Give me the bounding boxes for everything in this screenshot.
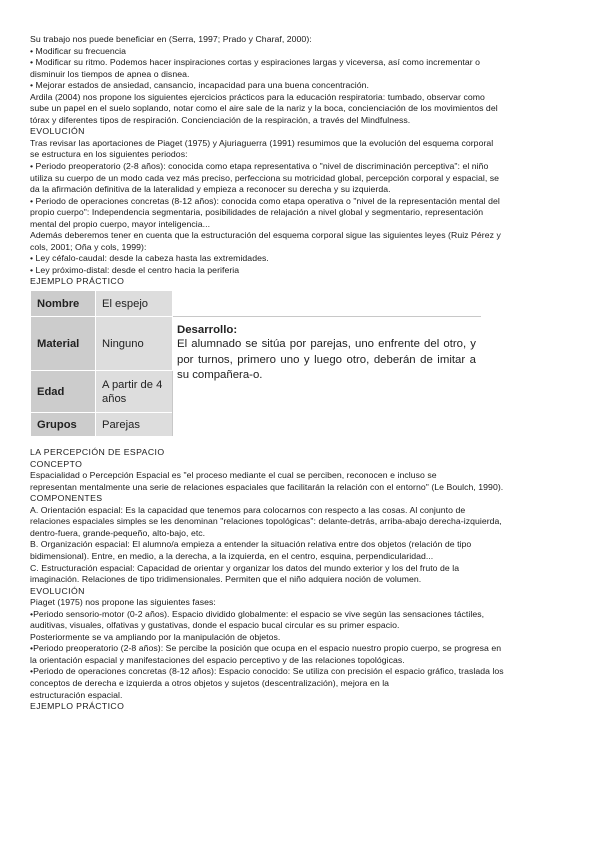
text-line: utiliza su cuerpo de un modo cada vez más preciso, perfecciona su motricidad global, percepción corporal y espacial, se [30, 172, 500, 183]
text-line: mental del propio cuerpo, mayor inteligencia... [30, 218, 211, 229]
section-heading: LA PERCEPCIÓN DE ESPACIO [30, 447, 165, 458]
bullet-line: •Periodo sensorio-motor (0-2 años). Espacio dividido globalmente: el espacio se vive según las sensaciones táctiles, [30, 608, 485, 619]
bullet-line: • Ley céfalo-caudal: desde la cabeza hasta las extremidades. [30, 253, 269, 264]
text-line: da la afirmación definitiva de la lateralidad y empieza a reconocer su derecha y su izquierda. [30, 184, 391, 195]
table-label-edad: Edad [31, 371, 96, 413]
table-label-material: Material [31, 317, 96, 371]
text-line: imaginación. Relaciones de tipo tridimensionales. Permiten que el niño adquiera noción de volumen. [30, 574, 422, 585]
bullet-line: • Periodo de operaciones concretas (8-12 años): conocida como etapa operativa o "nivel de la representación mental del [30, 195, 500, 206]
bullet-line: •Periodo de operaciones concretas (8-12 años): Espacio conocido: Se utiliza con precisión el espacio gráfico, traslada los [30, 666, 504, 677]
text-line: Posteriormente se va ampliando por la manipulación de objetos. [30, 631, 281, 642]
text-line: propio cuerpo": Independencia segmentaria, posibilidades de relajación a nivel global y segmentario, representación [30, 207, 484, 218]
text-line: Tras revisar las aportaciones de Piaget (1975) y Ajuriaguerra (1991) resumimos que la evolución del esquema corporal [30, 137, 494, 148]
table-label-nombre: Nombre [31, 291, 96, 317]
bullet-line: •Periodo preoperatorio (2-8 años): Se percibe la posición que ocupa en el espacio nuestro propio cuerpo, se progresa en [30, 643, 502, 654]
text-line: relaciones espaciales simples se les denominan "relaciones topológicas": delante-detrás, arriba-abajo derecha-izquierda, [30, 516, 502, 527]
text-line: disminuir los tiempos de apnea o disnea. [30, 68, 190, 79]
breathing-benefits-section [30, 34, 570, 126]
text-line: conceptos de derecha e izquierda a otros objetos y sujetos (descentralización), mejora en la [30, 677, 390, 688]
evolucion-heading: EVOLUCIÓN [30, 126, 85, 137]
evolucion-heading-2: EVOLUCIÓN [30, 585, 85, 596]
table-row [31, 317, 481, 371]
text-line: A. Orientación espacial: Es la capacidad que tenemos para colocarnos con respecto a las cosas. Al conjunto de [30, 504, 466, 515]
text-line: dentro-fuera, grande-pequeño, alto-bajo, etc. [30, 527, 206, 538]
table-value-grupos: Parejas [96, 413, 173, 437]
table-value-material: Ninguno [96, 317, 173, 371]
text-line: bidimensional). Entre, en medio, a la derecha, a la izquierda, en el centro, esquina, perpendicularidad... [30, 550, 434, 561]
text-line: cols, 2001; Oña y cols, 1999): [30, 241, 147, 252]
text-line: sube un papel en el suelo soplando, notar como el aire sale de la nariz y la boca, concienciación de los movimientos del [30, 103, 498, 114]
bullet-line: • Ley próximo-distal: desde el centro hacia la periferia [30, 264, 240, 275]
text-line: auditivas, visuales, olfativas y gustativas, donde el espacio bucal circular es su primer espacio. [30, 620, 400, 631]
componentes-heading: COMPONENTES [30, 493, 103, 504]
table-row [31, 291, 481, 317]
text-line: B. Organización espacial: El alumno/a empieza a entender la situación relativa entre dos objetos (relación de tipo [30, 539, 472, 550]
table-development-cell [173, 317, 481, 437]
example-table [30, 290, 481, 437]
ejemplo-heading: EJEMPLO PRÁCTICO [30, 276, 125, 287]
text-line: Además deberemos tener en cuenta que la estructuración del esquema corporal sigue las siguientes leyes (Ruiz Pérez y [30, 230, 501, 241]
development-title: Desarrollo: [177, 324, 238, 337]
bullet-line: • Modificar su ritmo. Podemos hacer inspiraciones cortas y espiraciones largas y viceversa, así como incrementar o [30, 57, 481, 68]
ejemplo-heading-2: EJEMPLO PRÁCTICO [30, 701, 125, 712]
bullet-line: • Modificar su frecuencia [30, 45, 127, 56]
text-line: se estructura en los siguientes periodos: [30, 149, 188, 160]
text-line: la orientación espacial y manifestaciones del espacio perceptivo y de las relaciones topológicas. [30, 654, 405, 665]
text-line: Su trabajo nos puede beneficiar en (Serra, 1997; Prado y Charaf, 2000): [30, 34, 312, 44]
development-text: El alumnado se sitúa por parejas, uno enfrente del otro, y por turnos, primero uno y luego otro, deberán de imitar a su compañera-o. [177, 338, 476, 382]
table-dev-empty [173, 291, 481, 317]
bullet-line: • Periodo preoperatorio (2-8 años): conocida como etapa representativa o "nivel de discriminación perceptiva": el niño [30, 161, 489, 172]
table-value-edad: A partir de 4 años [96, 371, 173, 413]
table-value-nombre: El espejo [96, 291, 173, 317]
text-line: Piaget (1975) nos propone las siguientes fases: [30, 597, 216, 608]
text-line: C. Estructuración espacial: Capacidad de orientar y organizar los datos del mundo exterior y los del fruto de la [30, 562, 460, 573]
text-line: representan mentalmente una serie de relaciones espaciales que facilitarán la relación con el entorno" (Le Boulch, 1990). [30, 481, 504, 492]
text-line: Espacialidad o Percepción Espacial es "el proceso mediante el cual se perciben, reconocen e incluso se [30, 470, 437, 481]
text-line: estructuración espacial. [30, 689, 123, 700]
text-line: Ardila (2004) nos propone los siguientes ejercicios prácticos para la educación respiratoria: tumbado, observar como [30, 91, 485, 102]
bullet-line: • Mejorar estados de ansiedad, cansancio, incapacidad para una buena concentración. [30, 80, 369, 91]
text-line: tórax y diferentes tipos de respiración. Concienciación de la respiración, a través del Mindfulness. [30, 114, 411, 125]
spatial-perception-section [30, 447, 570, 713]
concepto-heading: CONCEPTO [30, 458, 83, 469]
evolucion-section [30, 138, 570, 277]
table-label-grupos: Grupos [31, 413, 96, 437]
